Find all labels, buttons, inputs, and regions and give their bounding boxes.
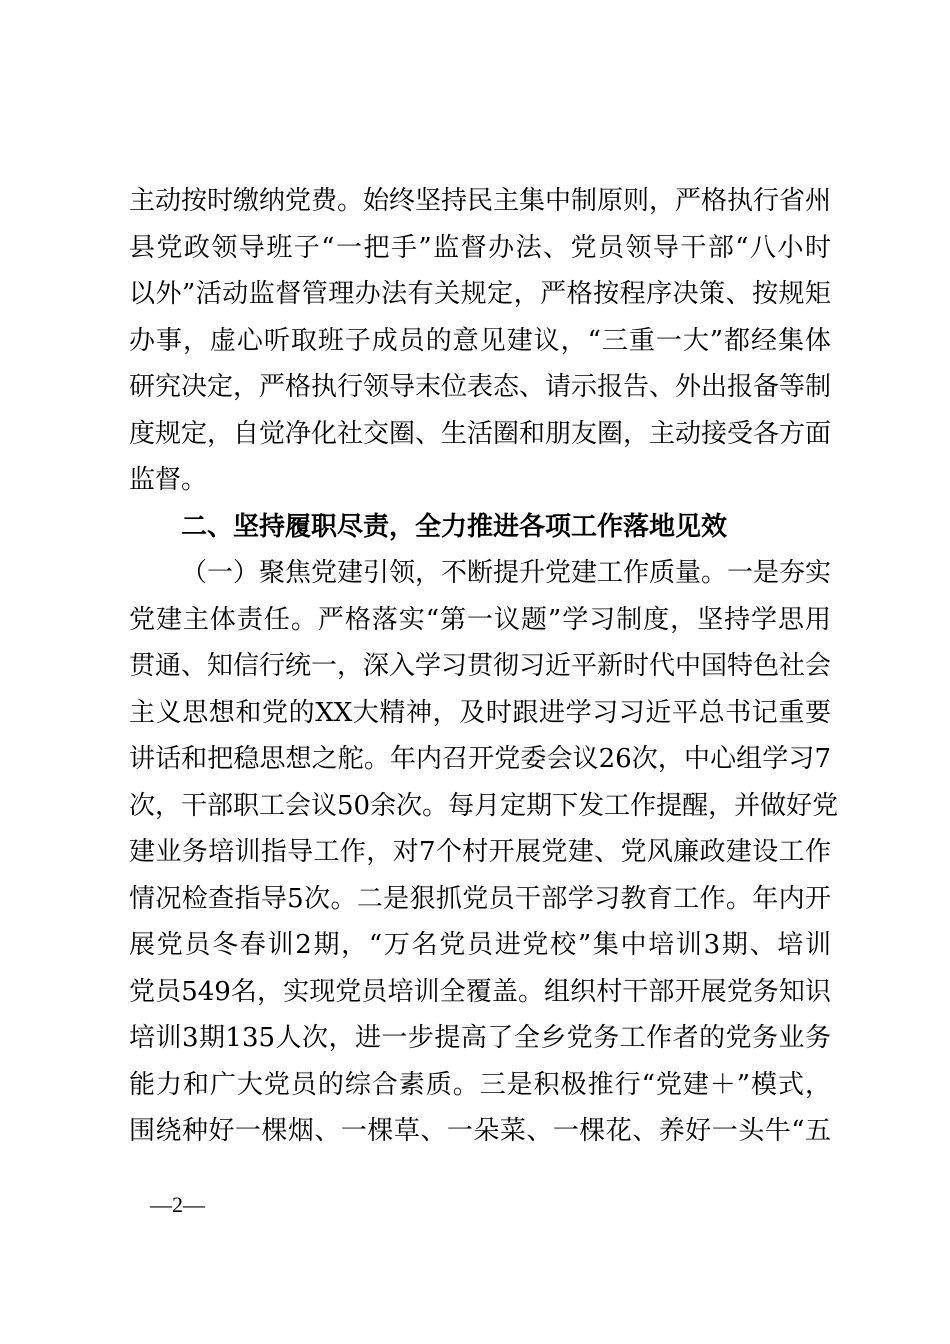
text-line: 主动按时缴纳党费。始终坚持民主集中制原则，严格执行省州 bbox=[129, 186, 832, 216]
text-line: 能力和广大党员的综合素质。三是积极推行“党建＋”模式， bbox=[129, 1069, 831, 1100]
text-line: 监督。 bbox=[129, 465, 208, 495]
text-line: 研究决定，严格执行领导末位表态、请示报告、外出报备等制 bbox=[129, 372, 832, 402]
text-line: 党建主体责任。严格落实“第一议题”学习制度，坚持学思用 bbox=[129, 604, 831, 635]
text-line: 展党员冬春训2期，“万名党员进党校”集中培训3期、培训 bbox=[129, 930, 831, 960]
text-line: 贯通、知信行统一，深入学习贯彻习近平新时代中国特色社会 bbox=[129, 651, 832, 681]
text-line: 次，干部职工会议50余次。每月定期下发工作提醒，并做好党 bbox=[129, 790, 839, 821]
section-heading: 二、坚持履职尽责，全力推进各项工作落地见效 bbox=[181, 511, 728, 542]
text-line: 办事，虚心听取班子成员的意见建议，“三重一大”都经集体 bbox=[129, 325, 831, 356]
text-line: 情况检查指导5次。二是狠抓党员干部学习教育工作。年内开 bbox=[129, 883, 831, 914]
text-line: 以外”活动监督管理办法有关规定，严格按程序决策、按规矩 bbox=[129, 279, 831, 309]
text-line: 县党政领导班子“一把手”监督办法、党员领导干部“八小时 bbox=[129, 232, 831, 263]
text-line: （一）聚焦党建引领，不断提升党建工作质量。一是夯实 bbox=[181, 558, 832, 588]
text-line: 讲话和把稳思想之舵。年内召开党委会议26次，中心组学习7 bbox=[129, 744, 831, 774]
text-line: 主义思想和党的XX大精神，及时跟进学习习近平总书记重要 bbox=[129, 697, 831, 728]
page-number: —2— bbox=[150, 1192, 205, 1217]
text-line: 建业务培训指导工作，对7个村开展党建、党风廉政建设工作 bbox=[129, 837, 831, 867]
text-line: 培训3期135人次，进一步提高了全乡党务工作者的党务业务 bbox=[129, 1023, 831, 1053]
body-text bbox=[129, 178, 839, 1155]
text-line: 党员549名，实现党员培训全覆盖。组织村干部开展党务知识 bbox=[129, 976, 831, 1007]
text-line: 度规定，自觉净化社交圈、生活圈和朋友圈，主动接受各方面 bbox=[129, 418, 832, 449]
text-line: 围绕种好一棵烟、一棵草、一朵菜、一棵花、养好一头牛“五 bbox=[129, 1116, 831, 1146]
